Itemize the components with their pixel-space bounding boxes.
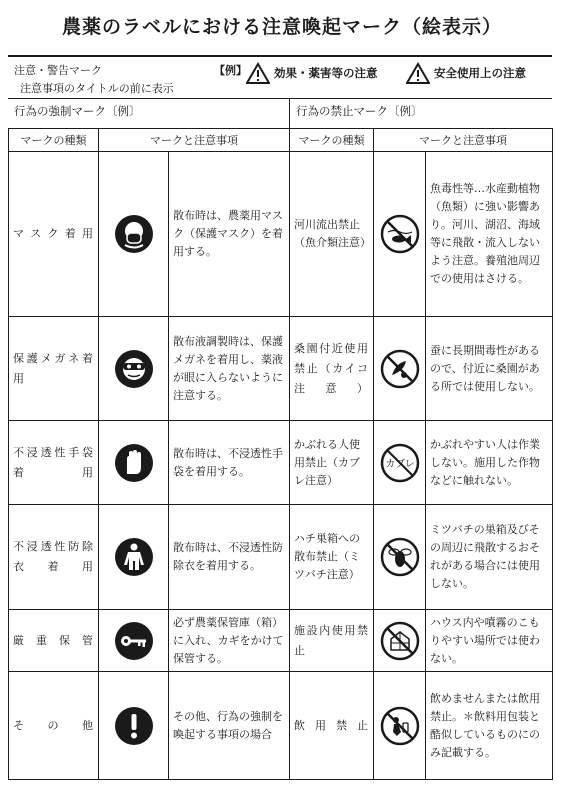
- warning-triangle-icon: [406, 62, 430, 84]
- warning-triangle-icon: [246, 62, 270, 84]
- key-icon: [114, 621, 154, 661]
- note-cell: その他、行為の強制を喚起する事項の場合: [169, 672, 290, 780]
- table-row: [9, 610, 553, 672]
- icon-cell: [374, 610, 426, 672]
- warning-effect-label: 効果・薬害等の注意: [274, 66, 378, 80]
- section-divider: [289, 98, 290, 128]
- top-rule: [8, 55, 552, 57]
- drinking-prohibited-icon: [380, 706, 420, 746]
- column-kind-right: マークの種類: [290, 129, 374, 152]
- icon-cell: [99, 421, 169, 505]
- greenhouse-prohibited-icon: [380, 621, 420, 661]
- icon-cell: [374, 672, 426, 780]
- note-cell: 散布液調製時は、保護メガネを着用し、薬液が眼に入らないように注意する。: [169, 317, 290, 421]
- table-row: [9, 421, 553, 505]
- goggles-icon: [114, 349, 154, 389]
- table-row: [9, 317, 553, 421]
- kind-cell: 不浸透性手袋着用: [9, 421, 99, 505]
- note-cell: ハウス内や噴霧のこもりやすい場所では使わない。: [426, 610, 553, 672]
- kind-cell: 飲用禁止: [290, 672, 374, 780]
- table-row: [9, 152, 553, 317]
- column-note-left: マークと注意事項: [99, 129, 290, 152]
- note-cell: 飲めませんまたは飲用禁止。＊飲料用包装と酷似しているものにのみ記載する。: [426, 672, 553, 780]
- warning-mark-table: [8, 128, 553, 780]
- note-cell: 散布時は、不浸透性防除衣を着用する。: [169, 505, 290, 610]
- fish-prohibited-icon: [380, 214, 420, 254]
- mask-icon: [114, 214, 154, 254]
- header-example: 【例】: [214, 64, 247, 77]
- page-title: 農薬のラベルにおける注意喚起マーク（絵表示）: [61, 16, 502, 38]
- kind-cell: かぶれる人使用禁止（カブレ注意）: [290, 421, 374, 505]
- kind-cell: 桑園付近使用禁止（カイコ注意）: [290, 317, 374, 421]
- icon-cell: [374, 152, 426, 317]
- kind-cell: ハチ巣箱への散布禁止（ミツバチ注意）: [290, 505, 374, 610]
- note-cell: 散布時は、農薬用マスク（保護マスク）を着用する。: [169, 152, 290, 317]
- icon-cell: [99, 152, 169, 317]
- note-cell: 必ず農薬保管庫（箱）に入れ、カギをかけて保管する。: [169, 610, 290, 672]
- icon-cell: [374, 421, 426, 505]
- table-row: [9, 505, 553, 610]
- kind-cell: 河川流出禁止（魚介類注意）: [290, 152, 374, 317]
- kind-cell: 施設内使用禁止: [290, 610, 374, 672]
- column-note-right: マークと注意事項: [374, 129, 553, 152]
- warning-safety: [406, 62, 526, 84]
- warning-effect: [246, 62, 378, 84]
- table-header-row: [9, 129, 553, 152]
- icon-cell: [99, 505, 169, 610]
- silkworm-prohibited-icon: [380, 349, 420, 389]
- note-cell: 蚕に長期間毒性があるので、付近に桑園がある所では使用しない。: [426, 317, 553, 421]
- header-divider: [8, 98, 552, 99]
- kind-cell: 不浸透性防除衣着用: [9, 505, 99, 610]
- kind-cell: その他: [9, 672, 99, 780]
- kind-cell: マスク着用: [9, 152, 99, 317]
- icon-cell: [374, 317, 426, 421]
- icon-cell: [374, 505, 426, 610]
- warning-safety-label: 安全使用上の注意: [434, 66, 526, 80]
- section-right-title: 行為の禁止マーク〔例〕: [296, 104, 423, 118]
- rash-badge-text: カブレ: [384, 458, 415, 470]
- rash-prohibited-icon: [380, 443, 420, 483]
- protective-suit-icon: [114, 537, 154, 577]
- column-kind-left: マークの種類: [9, 129, 99, 152]
- icon-cell: [99, 317, 169, 421]
- bee-prohibited-icon: [380, 537, 420, 577]
- table-row: [9, 672, 553, 780]
- note-cell: ミツバチの巣箱及びその周辺に飛散するおそれがある場合には使用しない。: [426, 505, 553, 610]
- section-left-title: 行為の強制マーク〔例〕: [14, 104, 141, 118]
- exclamation-icon: [114, 706, 154, 746]
- icon-cell: [99, 672, 169, 780]
- icon-cell: [99, 610, 169, 672]
- kind-cell: 厳重保管: [9, 610, 99, 672]
- kind-cell: 保護メガネ着用: [9, 317, 99, 421]
- note-cell: 散布時は、不浸透性手袋を着用する。: [169, 421, 290, 505]
- header-line1: 注意・警告マーク: [14, 64, 102, 77]
- note-cell: 魚毒性等…水産動植物（魚類）に強い影響あり。河川、湖沼、海域等に飛散・流入しないよう注意。養殖池周辺での使用はさける。: [426, 152, 553, 317]
- glove-icon: [114, 443, 154, 483]
- header-line2: 注意事項のタイトルの前に表示: [20, 82, 174, 95]
- note-cell: かぶれやすい人は作業しない。施用した作物などに触れない。: [426, 421, 553, 505]
